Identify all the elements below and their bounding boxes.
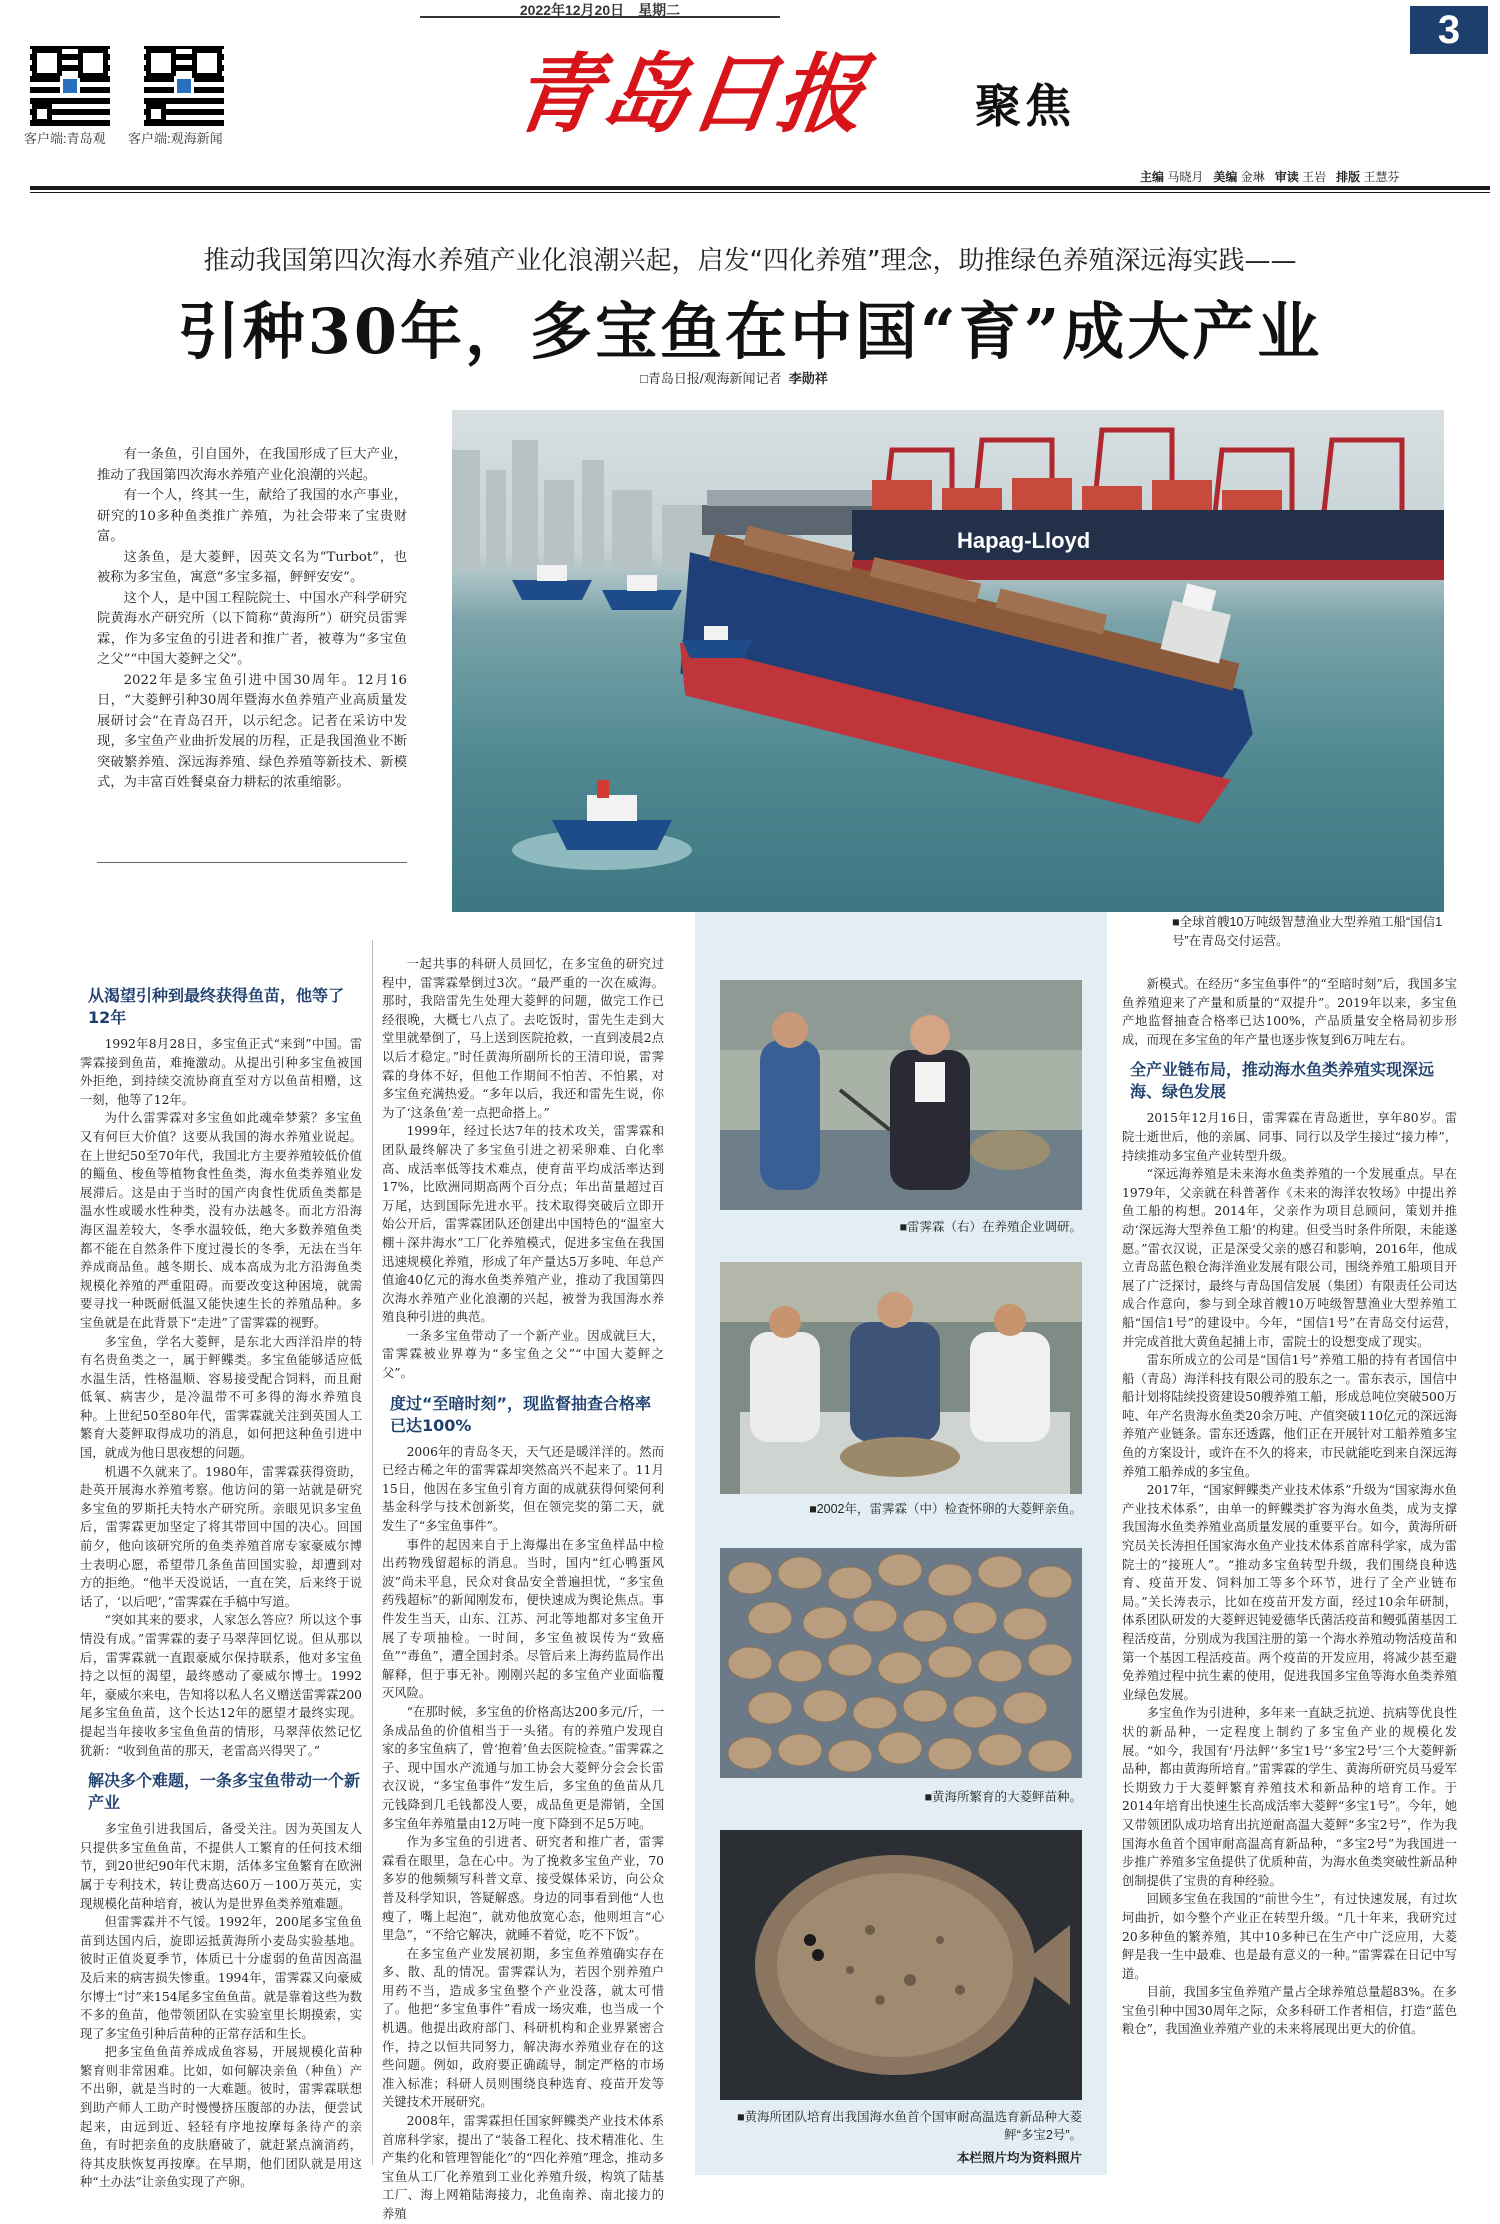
masthead-rule-thin <box>30 192 1490 193</box>
paragraph: 一起共事的科研人员回忆，在多宝鱼的研究过程中，雷霁霖晕倒过3次。“最严重的一次在威海。那时，我陪雷先生处理大菱鲆的问题，做完工作已经很晚，大概七八点了。去吃饭时，雷先生走到大堂里就晕倒了，马上送到医院抢救，一直到凌晨2点以后才稳定。”时任黄海所副所长的王清印说，雷霁霖的身体不好，但他工作期间不怕苦、不怕累，对多宝鱼充满热爱。“多年以后，我还和雷先生说，你为了‘这条鱼’差一点把命搭上。” <box>382 957 664 1120</box>
lead-paragraph: 这条鱼，是大菱鲆，因英文名为“Turbot”，也被称为多宝鱼，寓意“多宝多福，鲆鲆安安”。 <box>97 549 407 585</box>
ship-hull-text: Hapag-Lloyd <box>957 528 1091 553</box>
paragraph: “突如其来的要求，人家怎么答应？所以这个事情没有成。”雷霁霖的妻子马翠萍回忆说。但从那以后，雷霁霖就一直跟豪威尔保持联系，他对多宝鱼持之以恒的渴望，最终感动了豪威尔博士。1992年，豪威尔来电，告知将以私人名义赠送雷霁霖200尾多宝鱼鱼苗，这个长达12年的愿望才最终实现。提起当年接收多宝鱼鱼苗的情形，马翠萍依然记忆犹新：“收到鱼苗的那天，老雷高兴得哭了。” <box>80 1613 362 1758</box>
photo-caption: ■2002年，雷霁霖（中）检查怀卵的大菱鲆亲鱼。 <box>809 1502 1082 1516</box>
article-column-3 <box>1122 975 1457 2170</box>
photo-checking-broodstock <box>720 1262 1082 1494</box>
subheading: 解决多个难题，一条多宝鱼带动一个新产业 <box>88 1771 361 1813</box>
paragraph: 1999年，经过长达7年的技术攻关，雷霁霖和团队最终解决了多宝鱼引进之初采卵难、白化率高、成活率低等技术难点，使育苗平均成活率达到17%，比欧洲同期高两个百分点；年出苗量超过百万尾，达到国际先进水平。技术取得突破后立即开始公开后，雷霁霖团队还创建出中国特色的“温室大棚＋深井海水”工厂化养殖模式，促进多宝鱼在我国迅速规模化养殖，形成了年产量达5万多吨、年总产值逾40亿元的海水鱼类养殖产业，推动了我国第四次海水养殖产业化浪潮的兴起，被誉为我国海水养殖良种引进的典范。 <box>382 1124 664 1325</box>
paragraph: 多宝鱼，学名大菱鲆，是东北大西洋沿岸的特有名贵鱼类之一，属于鲆鲽类。多宝鱼能够适应低水温生活，性格温顺、容易接受配合饲料，而且耐低氧、病害少，是冷温带不可多得的海水养殖良种。上世纪50至80年代，雷霁霖就关注到英国人工繁育大菱鲆取得成功的消息，如何把这种鱼引进中国，就成为他日思夜想的问题。 <box>80 1334 362 1461</box>
date-line: 2022年12月20日 星期二 <box>420 0 780 18</box>
photo-duobao-2-turbot <box>720 1830 1082 2100</box>
paragraph: 为什么雷霁霖对多宝鱼如此魂牵梦萦？多宝鱼又有何巨大价值？这要从我国的海水养殖业说起。在上世纪50至70年代，我国北方主要养殖较低价值的鲻鱼、梭鱼等植物食性鱼类，海水鱼类养殖业发展滞后。这是由于当时的国产肉食性优质鱼类都是温水性或暖水性种类，没有办法越冬。而北方沿海海区温差较大，冬季水温较低，绝大多数养殖鱼类都不能在自然条件下度过漫长的冬季，无法在当年养成商品鱼。越冬期长、成本高成为北方沿海鱼类规模化养殖的严重阻碍。而要改变这种困境，就需要寻找一种既耐低温又能快速生长的养殖品种。多宝鱼就是在此背景下“走进”了雷霁霖的视野。 <box>80 1111 362 1330</box>
paragraph: 1992年8月28日，多宝鱼正式“来到”中国。雷霁霖接到鱼苗，难掩激动。从提出引种多宝鱼被国外拒绝，到持续交流协商直至对方以鱼苗相赠，这一刻，他等了12年。 <box>80 1037 362 1107</box>
newspaper-logo: 青岛日报 <box>506 44 874 145</box>
photo-research-illustration <box>720 980 1082 1210</box>
page-number: 3 <box>1410 6 1488 54</box>
article-column-1 <box>80 975 362 2190</box>
qr-label-1: 客户端:青岛观 <box>24 131 106 146</box>
qr-label-2: 客户端:观海新闻 <box>128 131 223 146</box>
paragraph: 回顾多宝鱼在我国的“前世今生”，有过快速发展，有过坎坷曲折，如今整个产业正在转型升级。“几十年来，我研究过20多种鱼的繁养殖，其中10多种已在生产中广泛应用，大菱鲆是我一生中最难、也是最有意义的一种。”雷霁霖在日记中写道。 <box>1122 1892 1457 1981</box>
photo-caption: ■黄海所团队培育出我国海水鱼首个国审耐高温选育新品种大菱鲆“多宝2号”。 <box>736 2110 1082 2142</box>
paragraph: 多宝鱼引进我国后，备受关注。因为英国友人只提供多宝鱼鱼苗，不提供人工繁育的任何技术细节，到20世纪90年代末期，活体多宝鱼繁育在欧洲属于专利技术，转让费高达60万－100万英元，实现规模化苗种培育，被认为是世界鱼类养殖难题。 <box>80 1822 362 1911</box>
paragraph: 但雷霁霖并不气馁。1992年，200尾多宝鱼鱼苗到达国内后，旋即运抵黄海所小麦岛实验基地。彼时正值炎夏季节，体质已十分虚弱的鱼苗因高温及后来的病害损失惨重。1994年，雷霁霖又向豪威尔博士“讨”来154尾多宝鱼鱼苗。就是靠着这些为数不多的鱼苗，他带领团队在实验室里长期摸索，实现了多宝鱼引种后苗种的正常存活和生长。 <box>80 1915 362 2041</box>
byline: □青岛日报/观海新闻记者 李勋祥 <box>640 371 828 386</box>
turbot-fish-illustration <box>720 1830 1082 2100</box>
article-column-2 <box>382 955 664 2221</box>
photo-lei-jilin-research <box>720 980 1082 1210</box>
article-lead <box>97 445 407 865</box>
main-photo-fish-farming-ship <box>452 410 1444 912</box>
lead-paragraph: 有一个人，终其一生，献给了我国的水产事业，研究的10多种鱼类推广养殖，为社会带来了宝贵财富。 <box>97 488 407 544</box>
paragraph: 2008年，雷霁霖担任国家鲆鲽类产业技术体系首席科学家，提出了“装备工程化、技术精准化、生产集约化和管理智能化”的“四化养殖”理念，推动多宝鱼从工厂化养殖到工业化养殖升级，构筑了陆基工厂、海上网箱陆海接力，北鱼南养、南北接力的养殖 <box>382 2114 664 2221</box>
qr-code-icon[interactable] <box>144 46 224 126</box>
article-kicker: 推动我国第四次海水养殖产业化浪潮兴起，启发“四化养殖”理念，助推绿色养殖深远海实践—— <box>203 246 1297 276</box>
paragraph: 2006年的青岛冬天，天气还是暖洋洋的。然而已经古稀之年的雷霁霖却突然高兴不起来了。11月15日，他因在多宝鱼引育方面的成就获得何梁何利基金科学与技术创新奖，但在领完奖的第二天，就发生了“多宝鱼事件”。 <box>382 1444 664 1534</box>
paragraph: 2015年12月16日，雷霁霖在青岛逝世，享年80岁。雷院士逝世后，他的亲属、同事、同行以及学生接过“接力棒”，持续推动多宝鱼产业转型升级。 <box>1122 1111 1457 1163</box>
article-headline: 引种30年，多宝鱼在中国“育”成大产业 <box>177 295 1323 368</box>
ship-harbor-illustration <box>452 410 1444 912</box>
paragraph: 把多宝鱼鱼苗养成成鱼容易，开展规模化苗种繁育则非常困难。比如，如何解决亲鱼（种鱼）产不出卵，就是当时的一大难题。彼时，雷霁霖联想到助产师人工助产时慢慢挤压腹部的办法，便尝试起来，由远到近、轻轻有序地按摩每条待产的亲鱼，有时把亲鱼的皮肤磨破了，就赶紧点滴消药，待其皮肤恢复再按摩。在早期，他们团队就是用这种“土办法”让亲鱼实现了产卵。 <box>80 2045 362 2190</box>
subheading: 全产业链布局，推动海水鱼类养殖实现深远海、绿色发展 <box>1130 1060 1435 1102</box>
masthead-rule <box>30 186 1490 190</box>
staff-credits: 主编 马晓月 美编 金琳 审读 王岩 排版 王慧芬 <box>1140 170 1400 184</box>
photo-turbot-fry <box>720 1548 1082 1778</box>
paragraph: 多宝鱼作为引进种，多年来一直缺乏抗逆、抗病等优良性状的新品种，一定程度上制约了多宝鱼产业的规模化发展。“如今，我国有‘丹法鲆’‘多宝1号’‘多宝2号’三个大菱鲆新品种，都由黄海所培育。”雷霁霖的学生、黄海所研究员马爱军长期致力于大菱鲆繁育养殖技术和新品种的培育工作。于2014年培育出快速生长高成活率大菱鲆“多宝1号”。今年，她又带领团队成功培育出抗逆耐高温大菱鲆“多宝2号”，作为我国海水鱼首个国审耐高温高育新品种，“多宝2号”为我国进一步推广养殖多宝鱼提供了优质种苗，为海水鱼类突破性新品种创制提供了宝贵的育种经验。 <box>1122 1706 1457 1888</box>
qr-code-icon[interactable] <box>30 46 110 126</box>
paragraph: 机遇不久就来了。1980年，雷霁霖获得资助，赴英开展海水养殖考察。他访问的第一站就是研究多宝鱼的罗斯托夫特水产研究所。亲眼见识多宝鱼后，雷霁霖更加坚定了将其带回中国的决心。回国前夕，他向该研究所的鱼类养殖首席专家豪威尔博士表明心愿，希望带几条鱼苗回国实验，却遭到对方的拒绝。“他半天没说话，一直在笑，后来终于说话了，‘以后吧’，”雷霁霖在手稿中写道。 <box>80 1464 362 1609</box>
photo-caption: ■雷霁霖（右）在养殖企业调研。 <box>899 1220 1082 1234</box>
paragraph: 新模式。在经历“多宝鱼事件”的“至暗时刻”后，我国多宝鱼养殖迎来了产量和质量的“双提升”。2019年以来，多宝鱼产地监督抽查合格率已达100%，产品质量安全格局初步形成，而现在多宝鱼的年产量也逐步恢复到6万吨左右。 <box>1122 977 1457 1047</box>
lead-divider <box>97 862 407 863</box>
paragraph: 2017年，“国家鲆鲽类产业技术体系”升级为“国家海水鱼产业技术体系”，由单一的鲆鲽类扩容为海水鱼类，成为支撑我国海水鱼类养殖业高质量发展的重要平台。如今，黄海所研究员关长涛担任国家海水鱼产业技术体系首席科学家，成为雷院士的“接班人”。“推动多宝鱼转型升级，我们围绕良种选育、疫苗开发、饲料加工等多个环节，进行了全产业链布局。”关长涛表示，比如在疫苗开发方面，经过10余年研制，体系团队研发的大菱鲆迟钝爱德华氏菌活疫苗和鳗弧菌基因工程活疫苗，分别成为我国注册的第一个海水养殖动物活疫苗和第一个基因工程活疫苗。两个疫苗的开发应用，将减少甚至避免养殖过程中抗生素的使用，促进我国多宝鱼等海水鱼类养殖业绿色发展。 <box>1122 1483 1457 1702</box>
paragraph: 在多宝鱼产业发展初期，多宝鱼养殖确实存在多、散、乱的情况。雷霁霖认为，若因个别养殖户用药不当，造成多宝鱼整个产业没落，就太可惜了。他把“多宝鱼事件”看成一场灾难，也当成一个机遇。他提出政府部门、科研机构和企业界紧密合作，持之以恒共同努力，解决海水养殖业存在的这些问题。例如，政府要正确疏导，制定严格的市场准入标准；科研人员则围绕良种选育、疫苗开发等关键技术开展研究。 <box>382 1946 664 2110</box>
subheading: 度过“至暗时刻”，现监督抽查合格率已达100% <box>390 1393 652 1435</box>
column-divider <box>372 940 373 2165</box>
photo-broodstock-illustration <box>720 1262 1082 1494</box>
paragraph: 事件的起因来自于上海爆出在多宝鱼样品中检出药物残留超标的消息。当时，国内“红心鸭蛋风波”尚未平息，民众对食品安全普遍担忧，“多宝鱼药残超标”的新闻刚发布，便快速成为舆论焦点。事件发生当天，山东、江苏、河北等地都对多宝鱼开展了专项抽检。一时间，多宝鱼被误传为“致癌鱼”“毒鱼”，遭全国封杀。尽管后来上海药监局作出解释，但于事无补。刚刚兴起的多宝鱼产业面临覆灭风险。 <box>382 1537 664 1701</box>
paragraph: 雷东所成立的公司是“国信1号”养殖工船的持有者国信中船（青岛）海洋科技有限公司的股东之一。雷东表示，国信中船计划将陆续投资建设50艘养殖工船，形成总吨位突破500万吨、年产名贵海水鱼类20余万吨、产值突破110亿元的深远海养殖产业链条。雷东还透露，他们正在开展针对工船养殖多宝鱼的方案设计，或许在不久的将来，市民就能吃到来自深远海养殖工船养成的多宝鱼。 <box>1122 1353 1457 1479</box>
paragraph: “深远海养殖是未来海水鱼类养殖的一个发展重点。早在1979年，父亲就在科普著作《未来的海洋农牧场》中提出养鱼工船的构想。2014年，父亲作为项目总顾问，策划并推动‘深远海大型养鱼工船’的构建。但受当时条件所限，未能遂愿。”雷衣汉说，正是深受父亲的感召和影响，2016年，他成立青岛蓝色粮仓海洋渔业发展有限公司，围绕养殖工船项目开展了广泛探讨，最终与青岛国信发展（集团）有限责任公司达成合作意向，参与到全球首艘10万吨级智慧渔业大型养殖工船“国信1号”的建设中。今年，“国信1号”在青岛交付运营，并完成首批大黄鱼起捕上市，雷院士的设想变成了现实。 <box>1122 1167 1457 1349</box>
paragraph: 作为多宝鱼的引进者、研究者和推广者，雷霁霖看在眼里，急在心中。为了挽救多宝鱼产业，70多岁的他频频写科普文章、接受媒体采访，向公众普及科学知识，答疑解惑。身边的同事看到他“人也瘦了，嘴上起泡”，就劝他放宽心态，他则坦言“心里急”，“不给它解决，就睡不着觉，吃不下饭”。 <box>382 1835 664 1943</box>
subheading: 从渴望引种到最终获得鱼苗，他等了12年 <box>88 986 345 1027</box>
photo-credit: 本栏照片均为资料照片 <box>956 2151 1082 2165</box>
lead-paragraph: 这个人，是中国工程院院士、中国水产科学研究院黄海水产研究所（以下简称“黄海所”）研究员雷霁霖，作为多宝鱼的引进者和推广者，被尊为“多宝鱼之父”“中国大菱鲆之父”。 <box>97 590 407 667</box>
section-name: 聚焦 <box>975 79 1075 133</box>
lead-paragraph: 2022年是多宝鱼引进中国30周年。12月16日，“大菱鲆引种30周年暨海水鱼养殖产业高质量发展研讨会”在青岛召开，以示纪念。记者在采访中发现，多宝鱼产业曲折发展的历程，正是我国渔业不断突破繁养殖、深远海养殖、绿色养殖等新技术、新模式，为丰富百姓餐桌奋力耕耘的浓重缩影。 <box>97 672 407 790</box>
main-photo-caption: ■全球首艘10万吨级智慧渔业大型养殖工船“国信1号”在青岛交付运营。 <box>1172 915 1443 948</box>
paragraph: “在那时候，多宝鱼的价格高达200多元/斤，一条成品鱼的价值相当于一头猪。有的养殖户发现自家的多宝鱼病了，曾‘抱着’鱼去医院检查。”雷霁霖之子、现中国水产流通与加工协会大菱鲆分会会长雷衣汉说，“多宝鱼事件”发生后，多宝鱼的鱼苗从几元钱降到几毛钱都没人要，成品鱼更是滞销，全国多宝鱼年养殖量由12万吨一度下降到不足5万吨。 <box>382 1704 664 1831</box>
photo-fry-illustration <box>720 1548 1082 1778</box>
paragraph: 目前，我国多宝鱼养殖产量占全球养殖总量超83%。在多宝鱼引种中国30周年之际，众多科研工作者相信，打造“蓝色粮仓”，我国渔业养殖产业的未来将展现出更大的价值。 <box>1122 1985 1457 2037</box>
lead-paragraph: 有一条鱼，引自国外，在我国形成了巨大产业，推动了我国第四次海水养殖产业化浪潮的兴起。 <box>97 447 407 483</box>
photo-caption: ■黄海所繁育的大菱鲆苗种。 <box>924 1790 1082 1804</box>
paragraph: 一条多宝鱼带动了一个新产业。因成就巨大，雷霁霖被业界尊为“多宝鱼之父”“中国大菱鲆之父”。 <box>382 1328 664 1381</box>
